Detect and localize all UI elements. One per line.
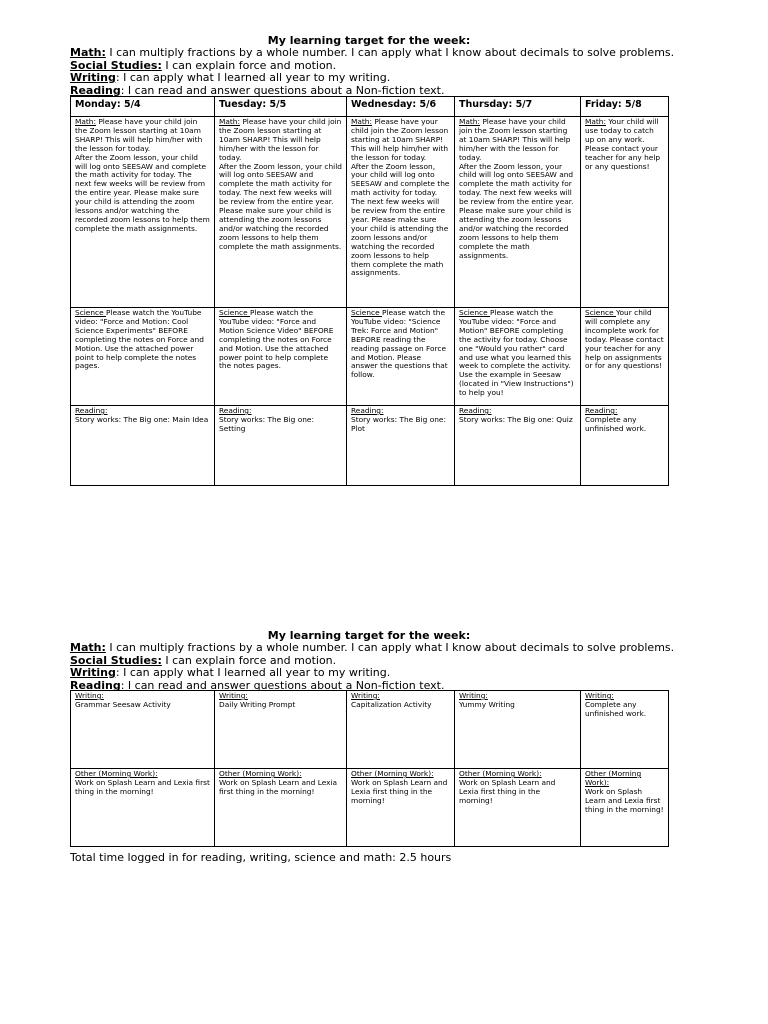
target-math: Math: I can multiply fractions by a whole number. I can apply what I know about decimals to solve problems.	[70, 641, 675, 654]
cell-subject: Writing:	[585, 691, 614, 700]
week2-table	[70, 690, 669, 847]
cell-subject: Reading:	[351, 406, 384, 415]
schedule-cell	[215, 691, 347, 769]
schedule-cell	[71, 769, 215, 847]
cell-text: Work on Splash Learn and Lexia first thing in the morning!	[219, 777, 338, 796]
cell-subject: Writing:	[75, 691, 104, 700]
cell-subject: Reading:	[219, 406, 252, 415]
day-header: Wednesday: 5/6	[347, 97, 455, 117]
schedule-cell	[581, 117, 669, 308]
schedule-cell	[581, 406, 669, 486]
cell-text: Story works: The Big one: Plot	[351, 414, 446, 433]
day-header: Thursday: 5/7	[455, 97, 581, 117]
week2-title: My learning target for the week:	[267, 629, 471, 642]
table-row	[71, 406, 669, 486]
cell-text: Complete any unfinished work.	[585, 414, 647, 433]
cell-text: Your child will use today to catch up on any work. Please contact your teacher for any help or any questions!	[585, 117, 661, 171]
target-math: Math: I can multiply fractions by a whole number. I can apply what I know about decimals to solve problems.	[70, 46, 675, 59]
cell-text: Capitalization Activity	[351, 699, 432, 709]
total-time-logged: Total time logged in for reading, writing, science and math: 2.5 hours	[70, 851, 452, 864]
cell-subject: Math:	[459, 117, 480, 126]
target-writing: Writing: I can apply what I learned all year to my writing.	[70, 71, 391, 84]
week2-section	[70, 629, 675, 692]
cell-text: Please watch the YouTube video: "Science Trek: Force and Motion" BEFORE reading the reading passage on Force and Motion. Please answer the questions that follow.	[351, 308, 448, 380]
schedule-cell	[71, 117, 215, 308]
cell-subject: Writing:	[219, 691, 248, 700]
cell-text: Grammar Seesaw Activity	[75, 699, 171, 709]
week2-schedule	[70, 690, 668, 847]
table-row	[71, 691, 669, 769]
cell-text: Daily Writing Prompt	[219, 699, 296, 709]
cell-subject: Science	[459, 308, 490, 317]
schedule-cell	[71, 691, 215, 769]
week2-targets	[70, 641, 675, 692]
target-social-studies: Social Studies: I can explain force and motion.	[70, 653, 337, 667]
schedule-cell	[215, 117, 347, 308]
cell-text: Work on Splash Learn and Lexia first thing in the morning!	[459, 777, 556, 805]
schedule-cell	[215, 769, 347, 847]
schedule-cell	[215, 308, 347, 406]
cell-text: Please have your child join the Zoom lesson starting at 10am SHARP! This will help him/her with the lesson for today. After the Zoom lesson, your child will log onto SEESAW and complete the math activity for today. The next few weeks will be review from the entire year. Please make sure your child is attending the zoom lessons and/or watching the recorded zoom lessons to help them complete the math assignments.	[459, 117, 574, 260]
day-header-row	[71, 97, 669, 117]
cell-text: Your child will complete any incomplete work for today. Please contact your teacher for any help on assignments or for any questions!	[585, 308, 664, 371]
table-row	[71, 117, 669, 308]
schedule-cell	[71, 308, 215, 406]
schedule-cell	[581, 308, 669, 406]
week1-section	[70, 34, 675, 97]
cell-text: Yummy Writing	[459, 699, 515, 709]
cell-text: Work on Splash Learn and Lexia first thing in the morning!	[75, 777, 210, 796]
cell-subject: Science	[585, 308, 616, 317]
cell-subject: Writing:	[459, 691, 488, 700]
schedule-cell	[71, 406, 215, 486]
cell-text: Please have your child join the Zoom lesson starting at 10am SHARP! This will help him/her with the lesson for today. After the Zoom lesson, your child will log onto SEESAW and complete the math activity for today. The next few weeks will be review from the entire year. Please make sure your child is attending the zoom lessons and/or watching the recorded zoom lessons to help them complete the math assignments.	[219, 117, 342, 251]
target-writing: Writing: I can apply what I learned all year to my writing.	[70, 666, 391, 679]
cell-text: Please watch the YouTube video: "Force and Motion Science Video" BEFORE completing the notes on Force and Motion. Use the attached power point to help complete the notes pages.	[219, 308, 334, 371]
cell-subject: Science	[75, 308, 106, 317]
cell-text: Story works: The Big one: Main Idea	[75, 414, 209, 424]
cell-text: Story works: The Big one: Setting	[219, 414, 314, 433]
cell-subject: Other (Morning Work):	[585, 769, 642, 787]
cell-subject: Other (Morning Work):	[459, 769, 542, 778]
target-reading: Reading: I can read and answer questions about a Non-fiction text.	[70, 678, 445, 692]
week1-title: My learning target for the week:	[267, 34, 471, 47]
schedule-cell	[347, 406, 455, 486]
table-row	[71, 308, 669, 406]
schedule-cell	[347, 691, 455, 769]
cell-subject: Math:	[585, 117, 606, 126]
cell-text: Work on Splash Learn and Lexia first thing in the morning!	[585, 786, 664, 814]
cell-text: Complete any unfinished work.	[585, 699, 647, 718]
cell-subject: Reading:	[75, 406, 108, 415]
cell-subject: Other (Morning Work):	[75, 769, 158, 778]
week1-targets	[70, 46, 675, 97]
schedule-cell	[455, 117, 581, 308]
cell-text: Story works: The Big one: Quiz	[459, 414, 573, 424]
target-reading: Reading: I can read and answer questions about a Non-fiction text.	[70, 83, 445, 97]
table-row	[71, 769, 669, 847]
cell-text: Work on Splash Learn and Lexia first thing in the morning!	[351, 777, 448, 805]
cell-subject: Other (Morning Work):	[351, 769, 434, 778]
day-header: Tuesday: 5/5	[215, 97, 347, 117]
cell-subject: Other (Morning Work):	[219, 769, 302, 778]
cell-subject: Science	[219, 308, 250, 317]
cell-text: Please watch the YouTube video: "Force and Motion" BEFORE completing the activity for today. Choose one "Would you rather" card and use what you learned this week to complete the activity. Use the example in Seesaw (located in "View Instructions") to help you!	[459, 308, 574, 398]
schedule-cell	[455, 769, 581, 847]
schedule-cell	[347, 308, 455, 406]
schedule-cell	[347, 769, 455, 847]
cell-subject: Math:	[75, 117, 96, 126]
cell-subject: Reading:	[585, 406, 618, 415]
schedule-cell	[455, 406, 581, 486]
cell-text: Please have your child join the Zoom lesson starting at 10am SHARP! This will help him/her with the lesson for today. After the Zoom lesson, your child will log onto SEESAW and complete the math activity for today. The next few weeks will be review from the entire year. Please make sure your child is attending the zoom lessons and/or watching the recorded zoom lessons to help them complete the math assignments.	[75, 117, 210, 233]
cell-subject: Science	[351, 308, 382, 317]
cell-text: Please watch the YouTube video: "Force and Motion: Cool Science Experiments" BEFORE completing the notes on Force and Motion. Use the attached power point to help complete the notes pages.	[75, 308, 204, 371]
schedule-cell	[581, 769, 669, 847]
schedule-cell	[581, 691, 669, 769]
cell-subject: Writing:	[351, 691, 380, 700]
week1-schedule	[70, 96, 668, 486]
cell-subject: Math:	[351, 117, 372, 126]
schedule-cell	[215, 406, 347, 486]
cell-subject: Math:	[219, 117, 240, 126]
target-social-studies: Social Studies: I can explain force and motion.	[70, 58, 337, 72]
schedule-cell	[455, 691, 581, 769]
cell-text: Please have your child join the Zoom lesson starting at 10am SHARP! This will help him/her with the lesson for today. After the Zoom lesson, your child will log onto SEESAW and complete the math activity for today. The next few weeks will be review from the entire year. Please make sure your child is attending the zoom lessons and/or watching the recorded zoom lessons to help them complete the math assignments.	[351, 117, 450, 278]
schedule-cell	[455, 308, 581, 406]
week1-table	[70, 96, 669, 486]
cell-subject: Reading:	[459, 406, 492, 415]
day-header: Monday: 5/4	[71, 97, 215, 117]
day-header: Friday: 5/8	[581, 97, 669, 117]
schedule-cell	[347, 117, 455, 308]
